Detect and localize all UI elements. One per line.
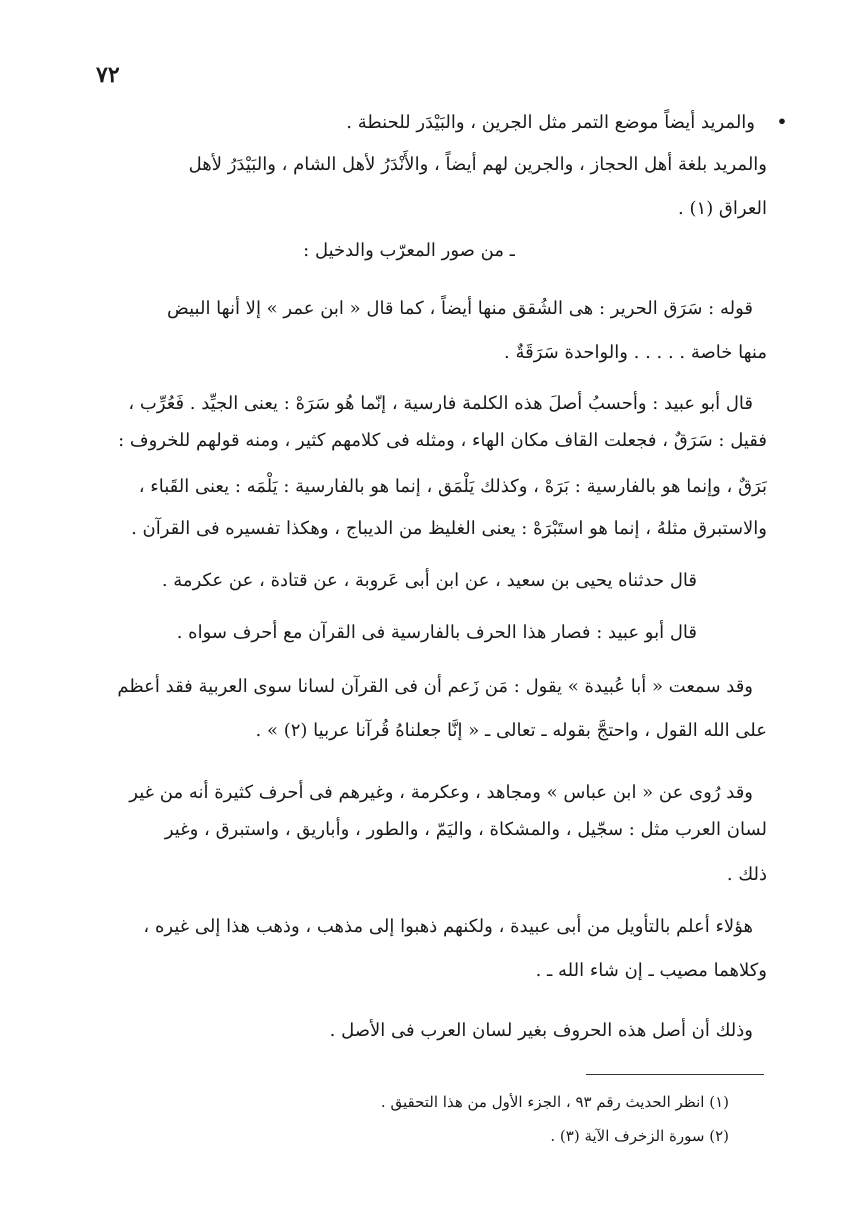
- text-line-7: قال أبو عبيد : وأحسبُ أصلَ هذه الكلمة فارسية ، إنّما هُو سَرَهْ : يعنى الجيِّد . فَعُرِّب ،: [128, 393, 753, 414]
- text-line-16: لسان العرب مثل : سجّيل ، والمشكاة ، واليَمّ ، والطور ، وأباريق ، واستبرق ، وغير: [164, 819, 767, 840]
- text-line-3: العراق (١) .: [678, 198, 767, 219]
- text-line-12: قال أبو عبيد : فصار هذا الحرف بالفارسية فى القرآن مع أحرف سواه .: [176, 622, 697, 643]
- page-number: ٧٢: [96, 62, 120, 88]
- footnote-1: (١) انظر الحديث رقم ٩٣ ، الجزء الأول من هذا التحقيق .: [380, 1093, 729, 1111]
- footnote-divider: [586, 1074, 764, 1075]
- text-line-13: وقد سمعت « أبا عُبيدة » يقول : مَن زَعم أن فى القرآن لسانا سوى العربية فقد أعظم: [117, 676, 753, 697]
- text-line-1: والمريد أيضاً موضع التمر مثل الجرين ، والبَيْدَر للحنطة .: [346, 112, 755, 133]
- text-line-18: هؤلاء أعلم بالتأويل من أبى عبيدة ، ولكنهم ذهبوا إلى مذهب ، وذهب هذا إلى غيره ،: [143, 916, 753, 937]
- text-line-11: قال حدثناه يحيى بن سعيد ، عن ابن أبى عَروبة ، عن قتادة ، عن عكرمة .: [161, 570, 697, 591]
- text-line-14: على الله القول ، واحتجَّ بقوله ـ تعالى ـ « إنَّا جعلناهُ قُرآنا عربيا (٢) » .: [255, 720, 767, 741]
- text-line-15: وقد رُوى عن « ابن عباس » ومجاهد ، وعكرمة ، وغيرهم فى أحرف كثيرة أنه من غير: [129, 782, 753, 803]
- text-line-19: وكلاهما مصيب ـ إن شاء الله ـ .: [535, 960, 767, 981]
- text-line-6: منها خاصة . . . . . والواحدة سَرَقَةٌ .: [504, 342, 767, 363]
- footnote-2: (٢) سورة الزخرف الآية (٣) .: [550, 1127, 729, 1145]
- bullet-mark: •: [776, 112, 788, 131]
- text-line-17: ذلك .: [726, 864, 767, 885]
- text-line-8: فقيل : سَرَقٌ ، فجعلت القاف مكان الهاء ، ومثله فى كلامهم كثير ، ومنه قولهم للخروف :: [118, 430, 767, 451]
- text-line-9: بَرَقٌ ، وإنما هو بالفارسية : بَرَهْ ، وكذلك يَلْمَق ، إنما هو بالفارسية : يَلْمَه : يعنى القَباء ،: [138, 476, 767, 497]
- text-line-10: والاستبرق مثلهُ ، إنما هو استَبْرَهْ : يعنى الغليظ من الديباج ، وهكذا تفسيره فى القرآن .: [131, 518, 767, 539]
- text-line-2: والمريد بلغة أهل الحجاز ، والجرين لهم أيضاً ، والأَنْدَرُ لأهل الشام ، والبَيْدَرُ لأهل: [188, 154, 767, 175]
- text-line-5: قوله : سَرَق الحرير : هى الشُقق منها أيضاً ، كما قال « ابن عمر » إلا أنها البيض: [167, 298, 753, 319]
- section-heading: ـ من صور المعرّب والدخيل :: [303, 240, 515, 261]
- text-line-20: وذلك أن أصل هذه الحروف بغير لسان العرب فى الأصل .: [329, 1020, 753, 1041]
